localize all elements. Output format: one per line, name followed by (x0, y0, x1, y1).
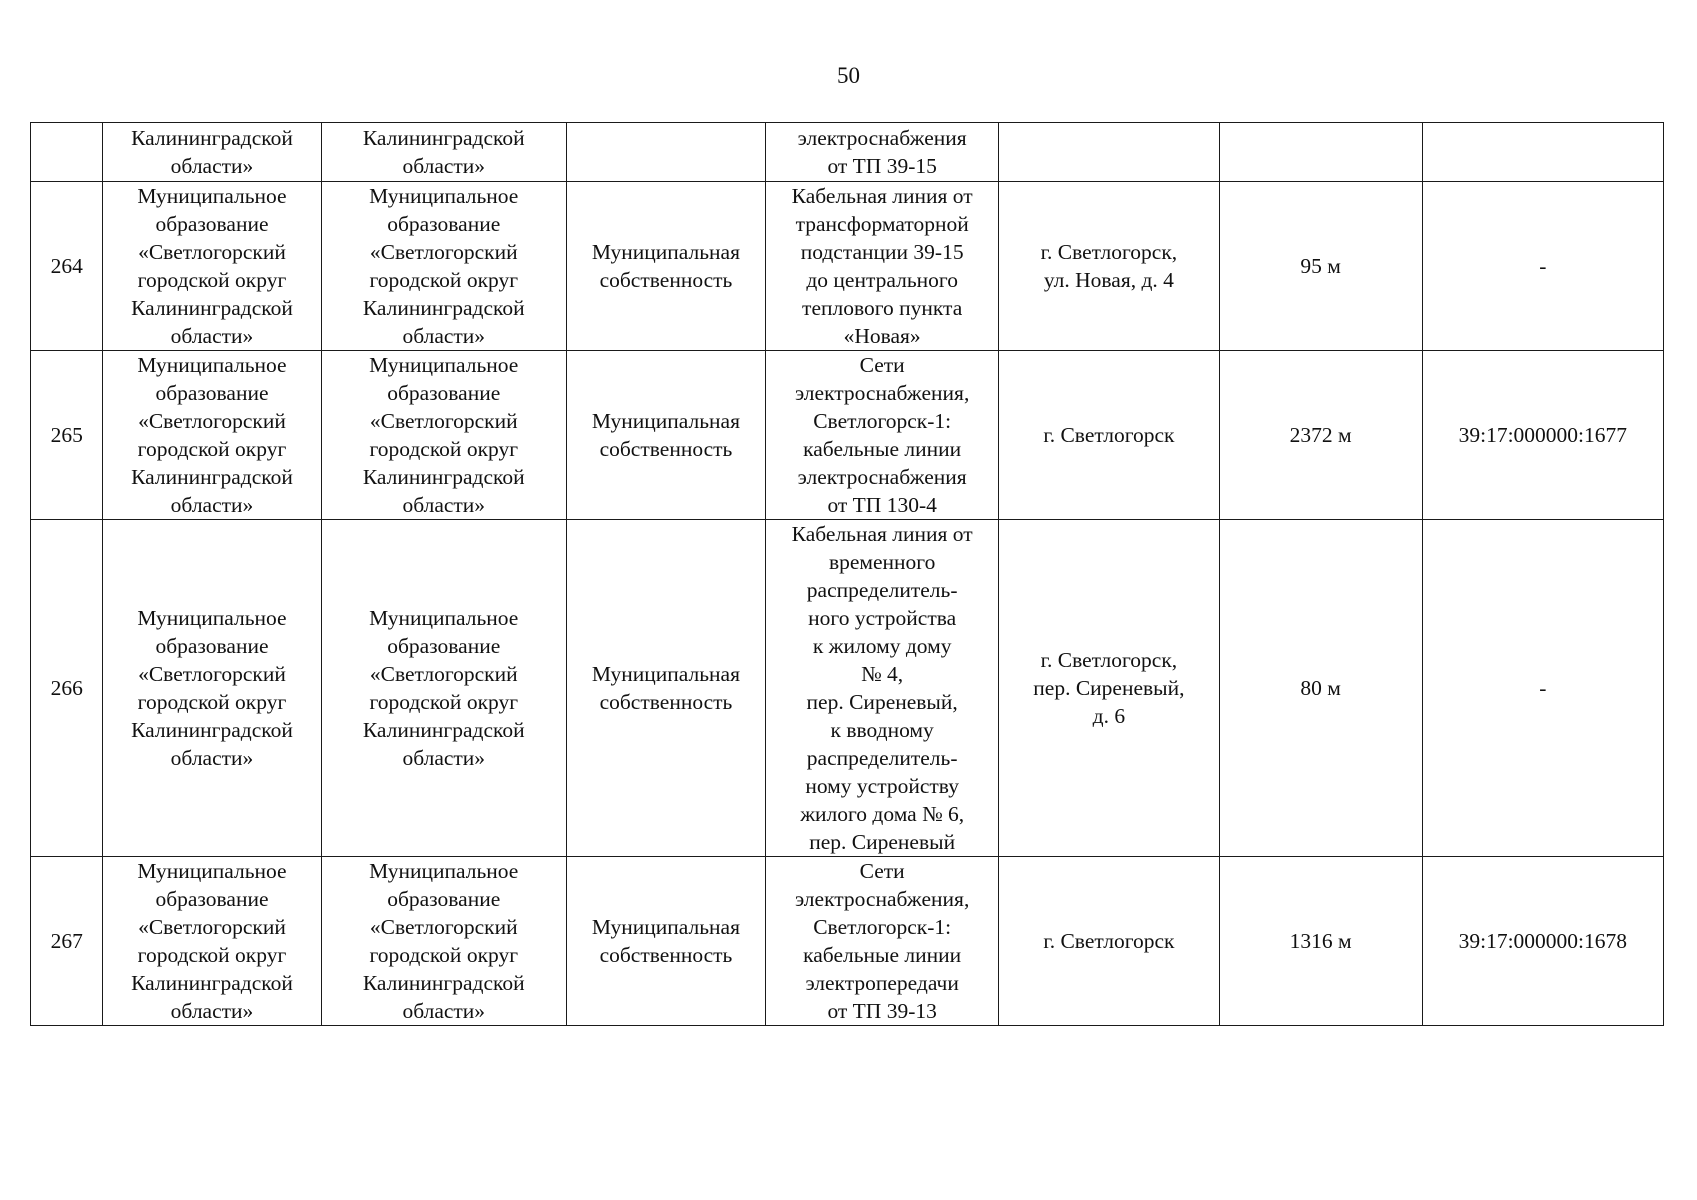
address-cell (999, 123, 1219, 182)
table-row (31, 857, 1664, 1026)
length-cell: 2372 м (1219, 351, 1422, 520)
owner-cell: Муниципальное образование «Светлогорский городской округ Калининградской области» (103, 351, 321, 520)
page-number: 50 (837, 63, 860, 88)
holder-cell: Муниципальное образование «Светлогорский городской округ Калининградской области» (321, 351, 566, 520)
cadastral-number-cell (1422, 123, 1663, 182)
holder-cell: Муниципальное образование «Светлогорский городской округ Калининградской области» (321, 857, 566, 1026)
table-row (31, 123, 1664, 182)
address-cell: г. Светлогорск (999, 351, 1219, 520)
holder-cell: Муниципальное образование «Светлогорский городской округ Калининградской области» (321, 182, 566, 351)
table-row (31, 351, 1664, 520)
owner-cell: Калининградской области» (103, 123, 321, 182)
table-row (31, 182, 1664, 351)
row-number-cell: 267 (31, 857, 103, 1026)
object-name-cell: Сети электроснабжения, Светлогорск-1: кабельные линии электроснабжения от ТП 130-4 (766, 351, 999, 520)
ownership-form-cell: Муниципальная собственность (566, 351, 765, 520)
length-cell: 95 м (1219, 182, 1422, 351)
holder-cell: Муниципальное образование «Светлогорский городской округ Калининградской области» (321, 520, 566, 857)
ownership-form-cell: Муниципальная собственность (566, 857, 765, 1026)
cadastral-number-cell: 39:17:000000:1678 (1422, 857, 1663, 1026)
row-number-cell (31, 123, 103, 182)
owner-cell: Муниципальное образование «Светлогорский городской округ Калининградской области» (103, 520, 321, 857)
address-cell: г. Светлогорск (999, 857, 1219, 1026)
object-name-cell: Сети электроснабжения, Светлогорск-1: кабельные линии электропередачи от ТП 39-13 (766, 857, 999, 1026)
ownership-form-cell: Муниципальная собственность (566, 520, 765, 857)
address-cell: г. Светлогорск, пер. Сиреневый, д. 6 (999, 520, 1219, 857)
address-cell: г. Светлогорск, ул. Новая, д. 4 (999, 182, 1219, 351)
length-cell: 80 м (1219, 520, 1422, 857)
table-row (31, 520, 1664, 857)
ownership-form-cell (566, 123, 765, 182)
length-cell (1219, 123, 1422, 182)
row-number-cell: 264 (31, 182, 103, 351)
cadastral-number-cell: - (1422, 520, 1663, 857)
cadastral-number-cell: 39:17:000000:1677 (1422, 351, 1663, 520)
object-name-cell: Кабельная линия от трансформаторной подстанции 39-15 до центрального теплового пункта «Новая» (766, 182, 999, 351)
row-number-cell: 265 (31, 351, 103, 520)
owner-cell: Муниципальное образование «Светлогорский городской округ Калининградской области» (103, 857, 321, 1026)
cadastral-number-cell: - (1422, 182, 1663, 351)
holder-cell: Калининградской области» (321, 123, 566, 182)
property-register-table (30, 122, 1664, 1026)
ownership-form-cell: Муниципальная собственность (566, 182, 765, 351)
object-name-cell: электроснабжения от ТП 39-15 (766, 123, 999, 182)
object-name-cell: Кабельная линия от временного распределитель- ного устройства к жилому дому № 4, пер. Сиреневый, к вводному распределитель- ному устройству жилого дома № 6, пер. Сиреневый (766, 520, 999, 857)
row-number-cell: 266 (31, 520, 103, 857)
length-cell: 1316 м (1219, 857, 1422, 1026)
owner-cell: Муниципальное образование «Светлогорский городской округ Калининградской области» (103, 182, 321, 351)
